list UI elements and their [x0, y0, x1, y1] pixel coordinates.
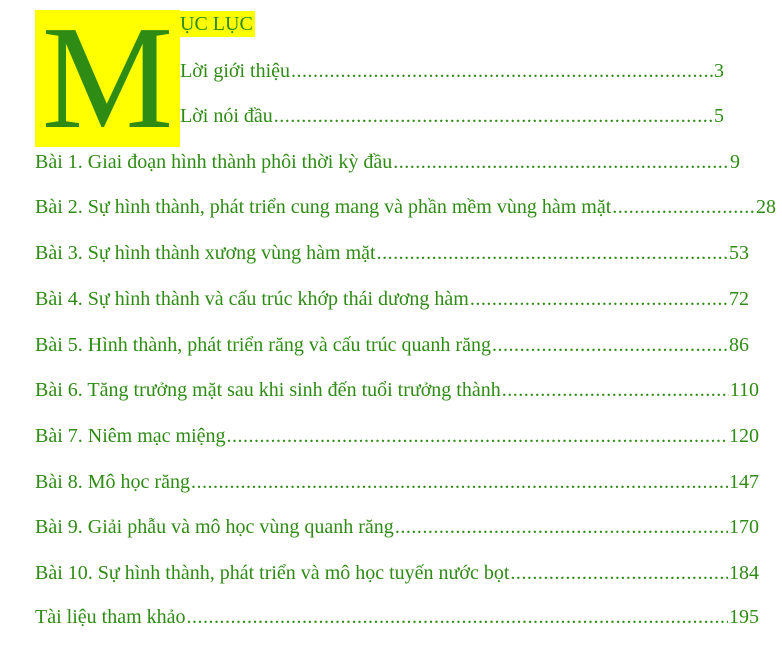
toc-entry-page: 110	[729, 379, 759, 401]
toc-entry-label: Bài 1. Giai đoạn hình thành phôi thời kỳ đầu	[35, 151, 393, 173]
toc-dot-leader	[502, 378, 729, 402]
toc-entry[interactable]	[35, 287, 749, 311]
toc-entry-label: Bài 7. Niêm mạc miệng	[35, 425, 226, 447]
toc-entry[interactable]	[35, 561, 759, 585]
toc-entry-label: Bài 9. Giải phẫu và mô học vùng quanh răng	[35, 516, 394, 538]
toc-entry-page: 170	[729, 516, 759, 538]
toc-entry[interactable]	[35, 424, 759, 448]
toc-dot-leader	[470, 287, 728, 311]
toc-entry-page: 195	[729, 606, 759, 628]
toc-dot-leader	[274, 104, 713, 128]
toc-entry[interactable]	[35, 241, 749, 265]
toc-entry[interactable]	[180, 104, 724, 128]
toc-entry-label: Bài 10. Sự hình thành, phát triển và mô học tuyến nước bọt	[35, 562, 510, 584]
toc-dot-leader	[227, 424, 728, 448]
toc-dot-leader	[510, 561, 728, 585]
page-title: ỤC LỤC	[180, 13, 253, 35]
toc-entry-page: 147	[729, 471, 759, 493]
drop-cap-highlight	[35, 10, 180, 147]
toc-entry[interactable]	[35, 333, 749, 357]
toc-dot-leader	[291, 59, 713, 83]
toc-entry[interactable]	[180, 59, 724, 83]
toc-entry-label: Lời nói đầu	[180, 105, 273, 127]
toc-entry-label: Bài 8. Mô học răng	[35, 471, 190, 493]
toc-entry[interactable]	[35, 515, 759, 539]
toc-entry[interactable]	[35, 470, 759, 494]
toc-entry-page: 5	[714, 105, 724, 127]
toc-entry[interactable]	[35, 195, 776, 219]
toc-entry-page: 3	[714, 60, 724, 82]
toc-entry-page: 72	[729, 288, 749, 310]
drop-cap-letter: M	[41, 10, 174, 147]
toc-dot-leader	[492, 333, 728, 357]
toc-entry-label: Bài 4. Sự hình thành và cấu trúc khớp thái dương hàm	[35, 288, 469, 310]
toc-entry-page: 86	[729, 334, 749, 356]
toc-entry-label: Tài liệu tham khảo	[35, 606, 186, 628]
toc-entry[interactable]	[35, 150, 740, 174]
toc-entry-page: 120	[729, 425, 759, 447]
toc-dot-leader	[377, 241, 728, 265]
toc-dot-leader	[393, 150, 729, 174]
toc-entry-label: Bài 3. Sự hình thành xương vùng hàm mặt	[35, 242, 376, 264]
toc-entry-label: Bài 6. Tăng trưởng mặt sau khi sinh đến tuổi trưởng thành	[35, 379, 501, 401]
toc-dot-leader	[191, 470, 728, 494]
toc-entry-label: Bài 5. Hình thành, phát triển răng và cấu trúc quanh răng	[35, 334, 491, 356]
toc-entry-label: Bài 2. Sự hình thành, phát triển cung mang và phần mềm vùng hàm mặt	[35, 196, 612, 218]
toc-entry-page: 9	[730, 151, 740, 173]
toc-entry-label: Lời giới thiệu	[180, 60, 291, 82]
toc-entry[interactable]	[35, 605, 759, 629]
toc-dot-leader	[612, 195, 755, 219]
toc-entry-page: 28	[756, 196, 776, 218]
toc-entry-page: 53	[729, 242, 749, 264]
toc-entry[interactable]	[35, 378, 759, 402]
toc-dot-leader	[187, 605, 728, 629]
toc-entry-page: 184	[729, 562, 759, 584]
toc-dot-leader	[395, 515, 728, 539]
